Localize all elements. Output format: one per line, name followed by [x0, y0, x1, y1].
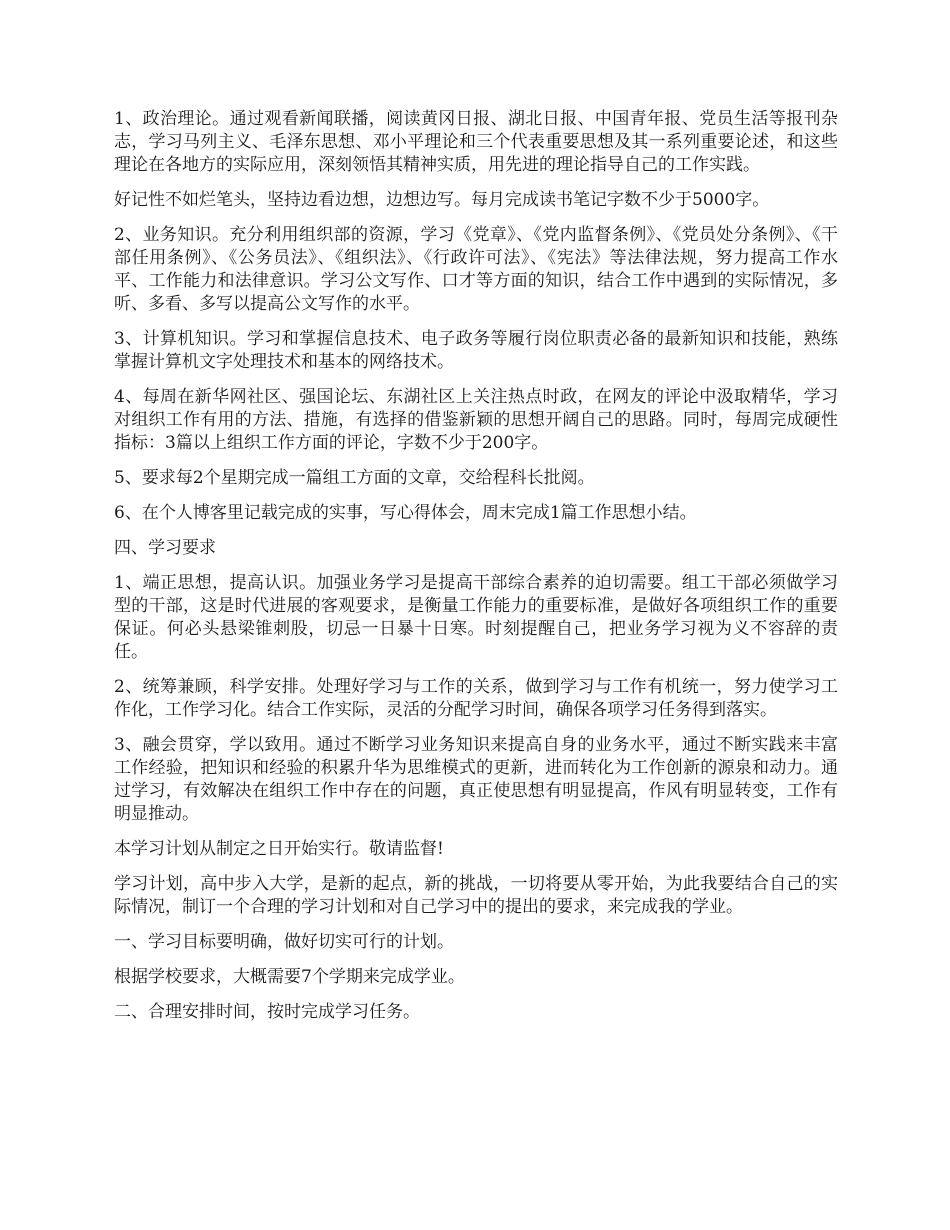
paragraph-computer-knowledge: 3、计算机知识。学习和掌握信息技术、电子政务等履行岗位职责必备的最新知识和技能，熟练掌握计算机文字处理技术和基本的网络技术。 [114, 329, 838, 372]
section-heading-time-arrangement: 二、合理安排时间，按时完成学习任务。 [114, 1002, 420, 1022]
paragraph-business-knowledge: 2、业务知识。充分利用组织部的资源，学习《党章》、《党内监督条例》、《党员处分条例》、《干部任用条例》、《公务员法》、《组织法》、《行政许可法》、《宪法》等法律法规，努力提高工作水平、工作能力和法律意识。学习公文写作、口才等方面的知识，结合工作中遇到的实际情况，多听、多看、多写以提高公文写作的水平。 [114, 225, 838, 314]
paragraph-study-plan-intro: 学习计划，高中步入大学，是新的起点，新的挑战，一切将要从零开始，为此我要结合自己的实际情况，制订一个合理的学习计划和对自己学习中的提出的要求，来完成我的学业。 [114, 874, 838, 917]
paragraph-seven-semesters: 根据学校要求，大概需要7个学期来完成学业。 [114, 967, 465, 987]
paragraph-reading-notes: 好记性不如烂笔头，坚持边看边想，边想边写。每月完成读书笔记字数不少于5000字。 [114, 190, 770, 210]
section-heading-study-requirements: 四、学习要求 [114, 538, 216, 558]
section-heading-clear-goals: 一、学习目标要明确，做好切实可行的计划。 [114, 932, 454, 952]
paragraph-plan-effective: 本学习计划从制定之日开始实行。敬请监督! [114, 839, 444, 859]
paragraph-weekly-forums: 4、每周在新华网社区、强国论坛、东湖社区上关注热点时政，在网友的评论中汲取精华，学习对组织工作有用的方法、措施，有选择的借鉴新颖的思想开阔自己的思路。同时，每周完成硬性指标：3篇以上组织工作方面的评论，字数不少于200字。 [114, 387, 838, 453]
paragraph-blog-summary: 6、在个人博客里记载完成的实事，写心得体会，周末完成1篇工作思想小结。 [114, 503, 697, 523]
paragraph-overall-planning: 2、统筹兼顾，科学安排。处理好学习与工作的关系，做到学习与工作有机统一，努力使学习工作化，工作学习化。结合工作实际，灵活的分配学习时间，确保各项学习任务得到落实。 [114, 677, 838, 720]
paragraph-biweekly-article: 5、要求每2个星期完成一篇组工方面的文章，交给程科长批阅。 [114, 468, 595, 488]
paragraph-correct-thinking: 1、端正思想，提高认识。加强业务学习是提高干部综合素养的迫切需要。组工干部必须做学习型的干部，这是时代进展的客观要求，是衡量工作能力的重要标准，是做好各项组织工作的重要保证。何必头悬梁锥刺股，切忌一日暴十日寒。时刻提醒自己，把业务学习视为义不容辞的责任。 [114, 573, 838, 662]
paragraph-apply-learning: 3、融会贯穿，学以致用。通过不断学习业务知识来提高自身的业务水平，通过不断实践来丰富工作经验，把知识和经验的积累升华为思维模式的更新，进而转化为工作创新的源泉和动力。通过学习，有效解决在组织工作中存在的问题，真正使思想有明显提高，作风有明显转变，工作有明显推动。 [114, 735, 838, 824]
paragraph-political-theory: 1、政治理论。通过观看新闻联播，阅读黄冈日报、湖北日报、中国青年报、党员生活等报刊杂志，学习马列主义、毛泽东思想、邓小平理论和三个代表重要思想及其一系列重要论述，和这些理论在各地方的实际应用，深刻领悟其精神实质，用先进的理论指导自己的工作实践。 [114, 109, 838, 175]
